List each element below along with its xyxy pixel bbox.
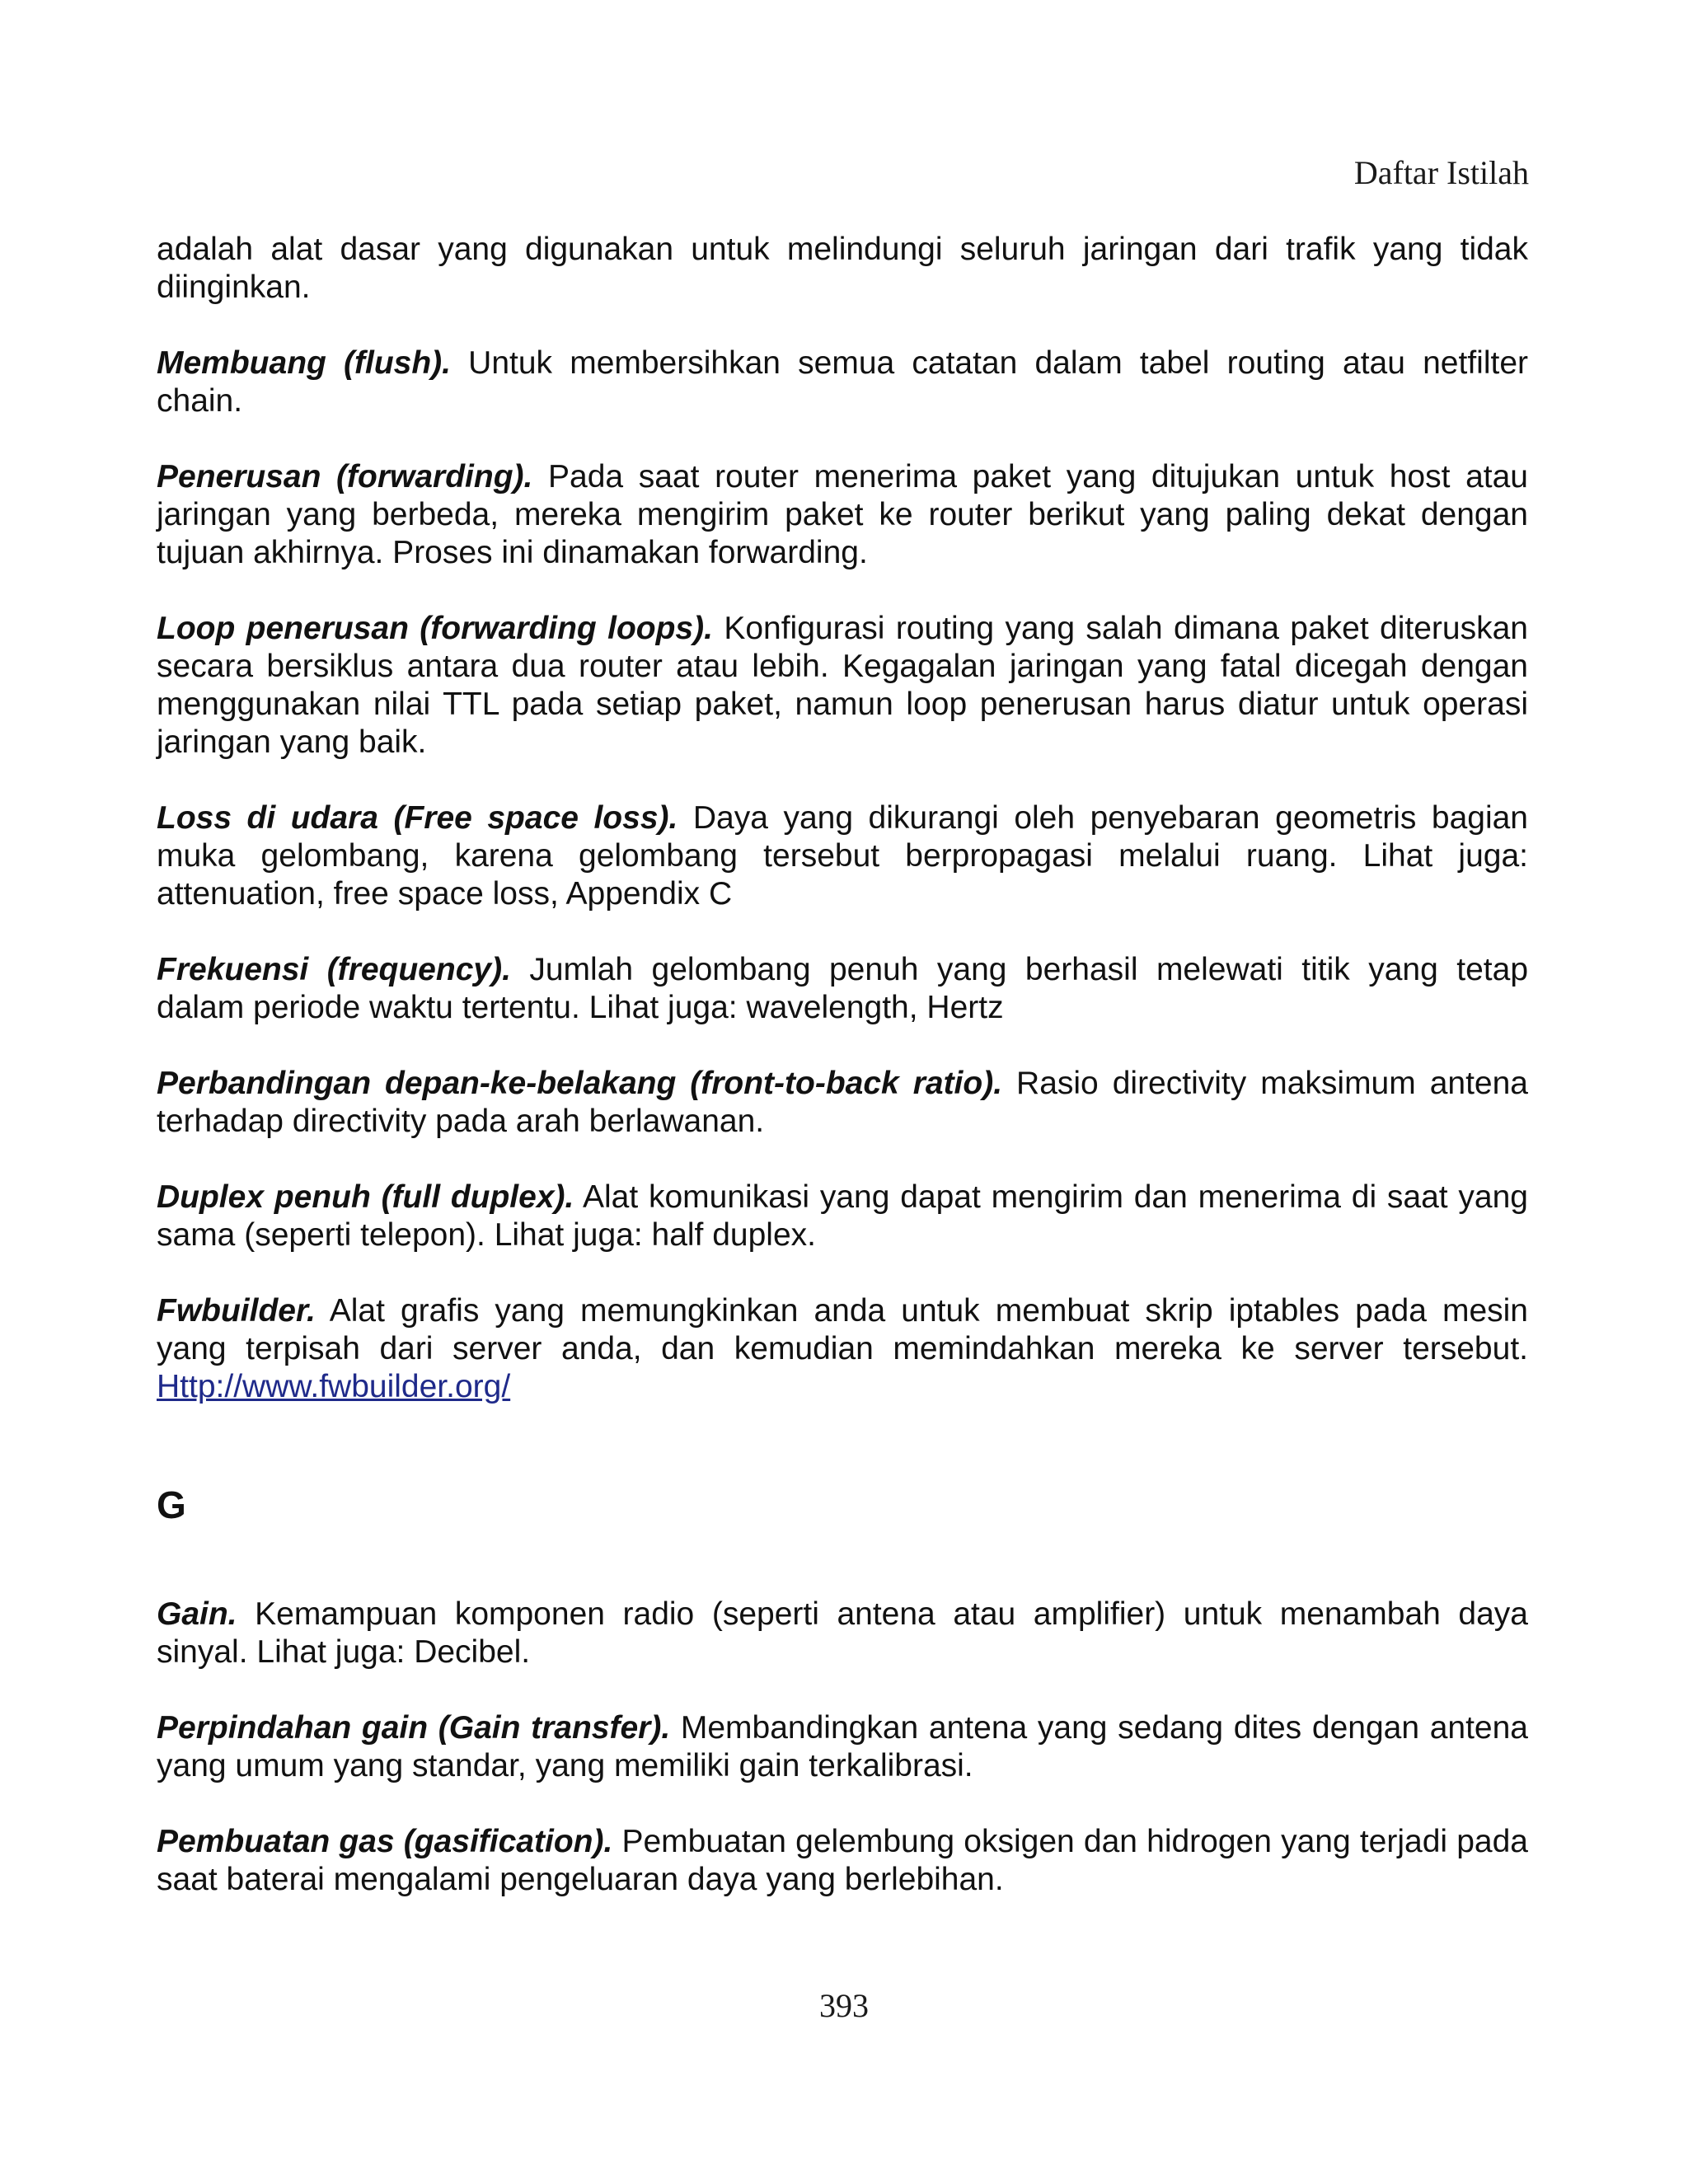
- running-header: Daftar Istilah: [1353, 154, 1529, 191]
- glossary-term: Penerusan (forwarding).: [157, 459, 533, 494]
- glossary-term: Frekuensi (frequency).: [157, 952, 511, 987]
- glossary-definition: Alat grafis yang memungkinkan anda untuk membuat skrip iptables pada mesin yang terpisah dari server anda, dan kemudian memindahkan mereka ke server tersebut.: [157, 1293, 1528, 1366]
- glossary-term: Duplex penuh (full duplex).: [157, 1179, 574, 1215]
- section-heading-g: G: [157, 1483, 186, 1526]
- page-number: 393: [819, 1987, 869, 2024]
- glossary-entry-gain: [157, 1596, 1528, 1671]
- glossary-entry-forwarding: [157, 458, 1528, 572]
- glossary-term: Perbandingan depan-ke-belakang (front-to-back ratio).: [157, 1066, 1003, 1101]
- glossary-entry-forwarding-loops: [157, 610, 1528, 762]
- glossary-definition: Konfigurasi routing yang salah dimana paket diteruskan secara bersiklus antara dua router atau lebih. Kegagalan jaringan yang fatal dicegah dengan menggunakan nilai TTL pada setiap paket, namun loop penerusan harus diatur untuk operasi jaringan yang baik.: [157, 611, 1528, 760]
- glossary-entry-gain-transfer: [157, 1709, 1528, 1785]
- glossary-term: Membuang (flush).: [157, 345, 451, 381]
- glossary-term: Loss di udara (Free space loss).: [157, 800, 678, 836]
- glossary-definition: Pembuatan gelembung oksigen dan hidrogen yang terjadi pada saat baterai mengalami pengeluaran daya yang berlebihan.: [157, 1824, 1528, 1897]
- glossary-term: Perpindahan gain (Gain transfer).: [157, 1710, 671, 1746]
- glossary-entry-fwbuilder: [157, 1292, 1528, 1406]
- glossary-definition: Rasio directivity maksimum antena terhadap directivity pada arah berlawanan.: [157, 1066, 1529, 1139]
- glossary-term: Fwbuilder.: [157, 1293, 316, 1329]
- glossary-entry-full-duplex: [157, 1179, 1528, 1254]
- glossary-definition: Alat komunikasi yang dapat mengirim dan menerima di saat yang sama (seperti telepon). Lihat juga: half duplex.: [157, 1179, 1528, 1253]
- glossary-term: Loop penerusan (forwarding loops).: [157, 611, 713, 646]
- glossary-definition: Jumlah gelombang penuh yang berhasil melewati titik yang tetap dalam periode waktu tertentu. Lihat juga: wavelength, Hertz: [157, 952, 1529, 1025]
- glossary-entry-frequency: [157, 951, 1528, 1027]
- glossary-term: Gain.: [157, 1596, 237, 1632]
- glossary-term: Pembuatan gas (gasification).: [157, 1824, 613, 1859]
- glossary-entry-gasification: [157, 1823, 1528, 1899]
- glossary-definition: Pada saat router menerima paket yang ditujukan untuk host atau jaringan yang berbeda, mereka mengirim paket ke router berikut yang paling dekat dengan tujuan akhirnya. Proses ini dinamakan forwarding.: [157, 459, 1528, 570]
- glossary-content: [157, 231, 1528, 1899]
- glossary-definition: Membandingkan antena yang sedang dites dengan antena yang umum yang standar, yang memiliki gain terkalibrasi.: [157, 1710, 1528, 1783]
- glossary-entry-flush: [157, 344, 1528, 420]
- glossary-definition: Kemampuan komponen radio (seperti antena atau amplifier) untuk menambah daya sinyal. Lihat juga: Decibel.: [157, 1596, 1528, 1670]
- glossary-definition: Daya yang dikurangi oleh penyebaran geometris bagian muka gelombang, karena gelombang tersebut berpropagasi melalui ruang. Lihat juga: attenuation, free space loss, Appendix C: [157, 800, 1529, 912]
- glossary-entry-front-to-back-ratio: [157, 1065, 1528, 1141]
- glossary-entry-free-space-loss: [157, 799, 1528, 913]
- glossary-definition: Untuk membersihkan semua catatan dalam tabel routing atau netfilter chain.: [157, 345, 1528, 419]
- continued-paragraph: adalah alat dasar yang digunakan untuk melindungi seluruh jaringan dari trafik yang tidak diinginkan.: [157, 232, 1528, 305]
- fwbuilder-link[interactable]: Http://www.fwbuilder.org/: [157, 1369, 511, 1404]
